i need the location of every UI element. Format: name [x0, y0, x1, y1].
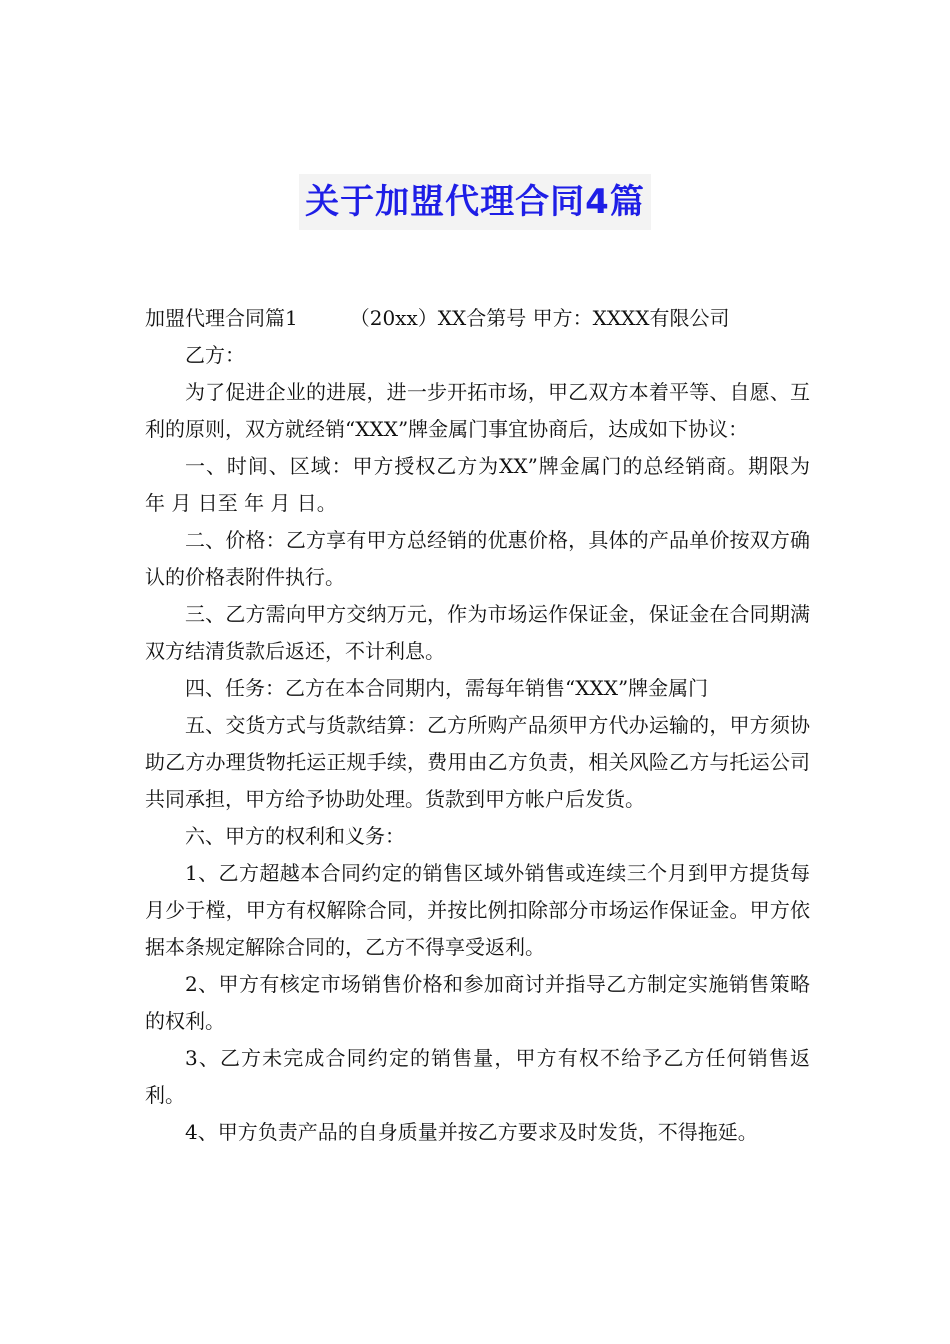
paragraph: 五、交货方式与货款结算：乙方所购产品须甲方代办运输的，甲方须协助乙方办理货物托运正规手续，费用由乙方负责，相关风险乙方与托运公司共同承担，甲方给予协助处理。货款到甲方帐户后发货。: [145, 713, 810, 811]
paragraph: 三、乙方需向甲方交纳万元，作为市场运作保证金，保证金在合同期满双方结清货款后返还，不计利息。: [145, 602, 810, 663]
paragraph: 二、价格：乙方享有甲方总经销的优惠价格，具体的产品单价按双方确认的价格表附件执行。: [145, 528, 810, 589]
paragraph: 4、甲方负责产品的自身质量并按乙方要求及时发货，不得拖延。: [185, 1120, 758, 1144]
paragraph: 1、乙方超越本合同约定的销售区域外销售或连续三个月到甲方提货每月少于樘，甲方有权解除合同，并按比例扣除部分市场运作保证金。甲方依据本条规定解除合同的，乙方不得享受返利。: [145, 861, 810, 959]
paragraph: 四、任务：乙方在本合同期内，需每年销售“XXX”牌金属门: [185, 676, 709, 700]
document-title-text: 关于加盟代理合同4篇: [299, 174, 651, 230]
contract-number-and-party-a: （20xx）XX合第号 甲方：XXXX有限公司: [349, 306, 730, 330]
paragraph: 一、时间、区域：甲方授权乙方为XX”牌金属门的总经销商。期限为 年 月 日至 年 月 日。: [145, 454, 810, 515]
document-body: [145, 300, 810, 1151]
contract-heading: 加盟代理合同篇1: [145, 306, 298, 330]
paragraph: 2、甲方有核定市场销售价格和参加商讨并指导乙方制定实施销售策略的权利。: [145, 972, 810, 1033]
paragraph: 乙方：: [185, 343, 245, 367]
document-title: [0, 174, 950, 234]
header-line: [145, 300, 810, 337]
paragraph: 3、乙方未完成合同约定的销售量，甲方有权不给予乙方任何销售返利。: [145, 1046, 810, 1107]
paragraph: 为了促进企业的进展，进一步开拓市场，甲乙双方本着平等、自愿、互利的原则，双方就经销“XXX”牌金属门事宜协商后，达成如下协议：: [145, 380, 810, 441]
paragraph: 六、甲方的权利和义务：: [185, 824, 405, 848]
